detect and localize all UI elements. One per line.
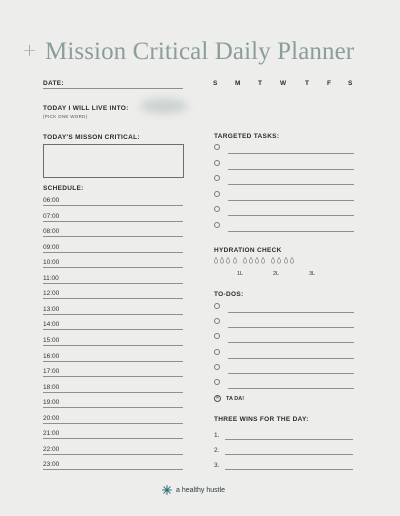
- water-drop-icon[interactable]: [220, 257, 224, 264]
- task-line[interactable]: [228, 200, 354, 201]
- task-checkbox-icon[interactable]: [214, 175, 220, 181]
- schedule-time: 14:00: [43, 321, 60, 329]
- win-1-number: 1.: [214, 432, 220, 439]
- task-line[interactable]: [228, 184, 354, 185]
- task-checkbox-icon[interactable]: [214, 160, 220, 166]
- water-drop-icon[interactable]: [233, 257, 237, 264]
- day-wednesday[interactable]: W: [280, 80, 287, 87]
- task-line[interactable]: [228, 231, 354, 232]
- task-checkbox-icon[interactable]: [214, 144, 220, 150]
- todos-label: TO-DOS:: [214, 291, 244, 298]
- schedule-line[interactable]: [43, 221, 183, 222]
- day-monday[interactable]: M: [235, 80, 241, 87]
- live-into-label: TODAY I WILL LIVE INTO:: [43, 105, 129, 112]
- todo-line[interactable]: [228, 327, 354, 328]
- water-drop-icon[interactable]: [226, 257, 230, 264]
- page-title: Mission Critical Daily Planner: [45, 38, 355, 65]
- schedule-line[interactable]: [43, 236, 183, 237]
- todo-line[interactable]: [228, 373, 354, 374]
- schedule-time: 11:00: [43, 274, 59, 282]
- schedule-line[interactable]: [43, 454, 183, 455]
- task-line[interactable]: [228, 215, 354, 216]
- day-friday[interactable]: F: [327, 80, 331, 87]
- schedule-time: 21:00: [43, 430, 60, 438]
- win-3-number: 3.: [214, 462, 220, 469]
- day-thursday[interactable]: T: [305, 80, 309, 87]
- water-drop-icon[interactable]: [261, 257, 265, 264]
- schedule-time: 22:00: [43, 445, 60, 453]
- day-tuesday[interactable]: T: [258, 80, 262, 87]
- todo-checkbox-icon[interactable]: [214, 333, 220, 339]
- day-sunday[interactable]: S: [213, 80, 218, 87]
- brand-footer: [162, 485, 225, 495]
- schedule-line[interactable]: [43, 438, 183, 439]
- schedule-line[interactable]: [43, 423, 183, 424]
- task-checkbox-icon[interactable]: [214, 191, 220, 197]
- task-checkbox-icon[interactable]: [214, 206, 220, 212]
- plus-icon: +: [22, 40, 38, 61]
- water-drop-icon[interactable]: [249, 257, 253, 264]
- schedule-time: 17:00: [43, 368, 60, 376]
- todo-checkbox-icon[interactable]: [214, 303, 220, 309]
- todo-checkbox-icon[interactable]: [214, 318, 220, 324]
- date-line[interactable]: [43, 88, 183, 89]
- water-drop-icon[interactable]: [277, 257, 281, 264]
- schedule-line[interactable]: [43, 361, 183, 362]
- schedule-line[interactable]: [43, 252, 183, 253]
- water-drop-icon[interactable]: [271, 257, 275, 264]
- tada-check-icon[interactable]: ✕: [215, 395, 220, 401]
- schedule-line[interactable]: [43, 376, 183, 377]
- win-2-number: 2.: [214, 447, 220, 454]
- schedule-time: 09:00: [43, 243, 60, 251]
- tada-label: TA DA!: [226, 396, 245, 402]
- water-drop-icon[interactable]: [214, 257, 218, 264]
- wins-label: THREE WINS FOR THE DAY:: [214, 416, 309, 423]
- schedule-time: 06:00: [43, 197, 60, 204]
- schedule-time: 08:00: [43, 228, 60, 236]
- schedule-line[interactable]: [43, 407, 183, 408]
- schedule-time: 12:00: [43, 290, 60, 298]
- water-drop-icon[interactable]: [255, 257, 259, 264]
- schedule-time: 20:00: [43, 414, 60, 422]
- brand-name: a healthy hustle: [176, 486, 226, 494]
- schedule-time: 15:00: [43, 336, 60, 344]
- schedule-time: 18:00: [43, 383, 60, 391]
- schedule-time: 07:00: [43, 212, 60, 220]
- unit-2l: 2L: [273, 271, 280, 277]
- word-highlight: [140, 98, 188, 114]
- unit-3l: 3L: [309, 271, 316, 277]
- schedule-time: 19:00: [43, 399, 60, 407]
- win-3-line[interactable]: [225, 469, 353, 470]
- day-saturday[interactable]: S: [348, 80, 353, 87]
- task-line[interactable]: [228, 169, 354, 170]
- todo-checkbox-icon[interactable]: [214, 379, 220, 385]
- schedule-line[interactable]: [43, 314, 183, 315]
- schedule-line[interactable]: [43, 205, 183, 206]
- unit-1l: 1L: [237, 271, 244, 277]
- todo-line[interactable]: [228, 358, 354, 359]
- water-drop-icon[interactable]: [243, 257, 247, 264]
- schedule-line[interactable]: [43, 283, 183, 284]
- sparkle-logo-icon: [162, 485, 172, 495]
- todo-line[interactable]: [228, 342, 354, 343]
- water-drop-icon[interactable]: [284, 257, 288, 264]
- schedule-line[interactable]: [43, 329, 183, 330]
- schedule-line[interactable]: [43, 469, 183, 470]
- task-line[interactable]: [228, 153, 354, 154]
- schedule-time: 13:00: [43, 305, 60, 313]
- schedule-line[interactable]: [43, 298, 183, 299]
- mission-box[interactable]: [43, 144, 184, 178]
- live-into-hint: (PICK ONE WORD): [43, 114, 88, 119]
- todo-checkbox-icon[interactable]: [214, 364, 220, 370]
- schedule-line[interactable]: [43, 392, 183, 393]
- date-label: DATE:: [43, 80, 64, 87]
- water-drop-icon[interactable]: [290, 257, 294, 264]
- hydration-drops: [214, 257, 300, 264]
- hydration-label: HYDRATION CHECK: [214, 247, 282, 254]
- todo-line[interactable]: [228, 312, 354, 313]
- task-checkbox-icon[interactable]: [214, 222, 220, 228]
- schedule-time: 10:00: [43, 259, 60, 267]
- schedule-line[interactable]: [43, 267, 183, 268]
- win-2-line[interactable]: [225, 454, 353, 455]
- schedule-label: SCHEDULE:: [43, 185, 84, 192]
- mission-label: TODAY'S MISSON CRITICAL:: [43, 134, 140, 141]
- targeted-tasks-label: TARGETED TASKS:: [214, 133, 280, 140]
- todo-line[interactable]: [228, 388, 354, 389]
- schedule-time: 16:00: [43, 352, 60, 360]
- todo-checkbox-icon[interactable]: [214, 349, 220, 355]
- win-1-line[interactable]: [225, 439, 353, 440]
- schedule-line[interactable]: [43, 345, 183, 346]
- schedule-time: 23:00: [43, 461, 60, 469]
